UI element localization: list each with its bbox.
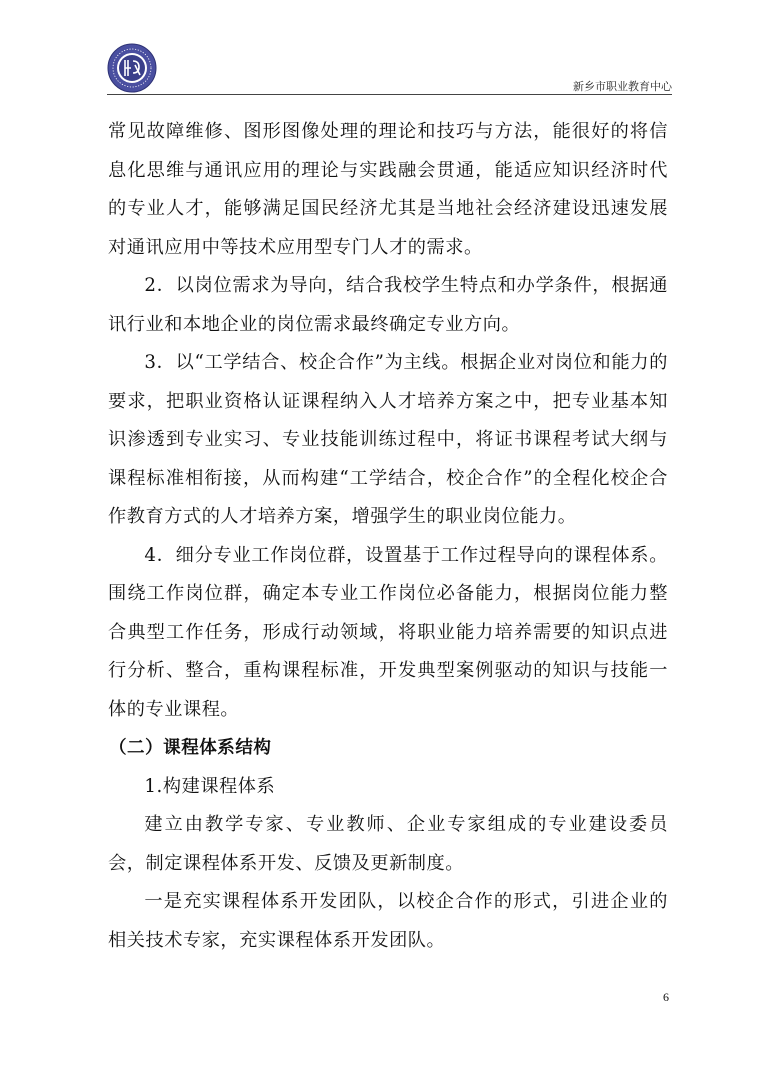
sub-heading: 1.构建课程体系 [144,775,276,797]
header-organization: 新乡市职业教育中心 [573,80,672,93]
header-divider [107,94,672,95]
paragraph-item-2: 2．以岗位需求为导向，结合我校学生特点和办学条件，根据通讯行业和本地企业的岗位需求最终确定专业方向。 [108,275,668,335]
paragraph-team: 一是充实课程体系开发团队，以校企合作的形式，引进企业的相关技术专家，充实课程体系开发团队。 [108,891,668,951]
document-body [108,113,668,960]
section-heading: （二）课程体系结构 [109,738,272,758]
school-seal-icon [107,43,157,93]
paragraph-committee: 建立由教学专家、专业教师、企业专家组成的专业建设委员会，制定课程体系开发、反馈及更新制度。 [108,814,668,874]
paragraph-item-3: 3．以“工学结合、校企合作”为主线。根据企业对岗位和能力的要求，把职业资格认证课程纳入人才培养方案之中，把专业基本知识渗透到专业实习、专业技能训练过程中，将证书课程考试大纲与课程标准相衔接，从而构建“工学结合，校企合作”的全程化校企合作教育方式的人才培养方案，增强学生的职业岗位能力。 [108,352,668,527]
page-number: 6 [663,990,669,1004]
paragraph-item-4: 4．细分专业工作岗位群，设置基于工作过程导向的课程体系。围绕工作岗位群，确定本专业工作岗位必备能力，根据岗位能力整合典型工作任务，形成行动领域，将职业能力培养需要的知识点进行分析、整合，重构课程标准，开发典型案例驱动的知识与技能一体的专业课程。 [108,544,668,720]
paragraph-continuation: 常见故障维修、图形图像处理的理论和技巧与方法，能很好的将信息化思维与通讯应用的理论与实践融会贯通，能适应知识经济时代的专业人才，能够满足国民经济尤其是当地社会经济建设迅速发展对通讯应用中等技术应用型专门人才的需求。 [108,121,668,258]
school-logo [107,43,157,93]
